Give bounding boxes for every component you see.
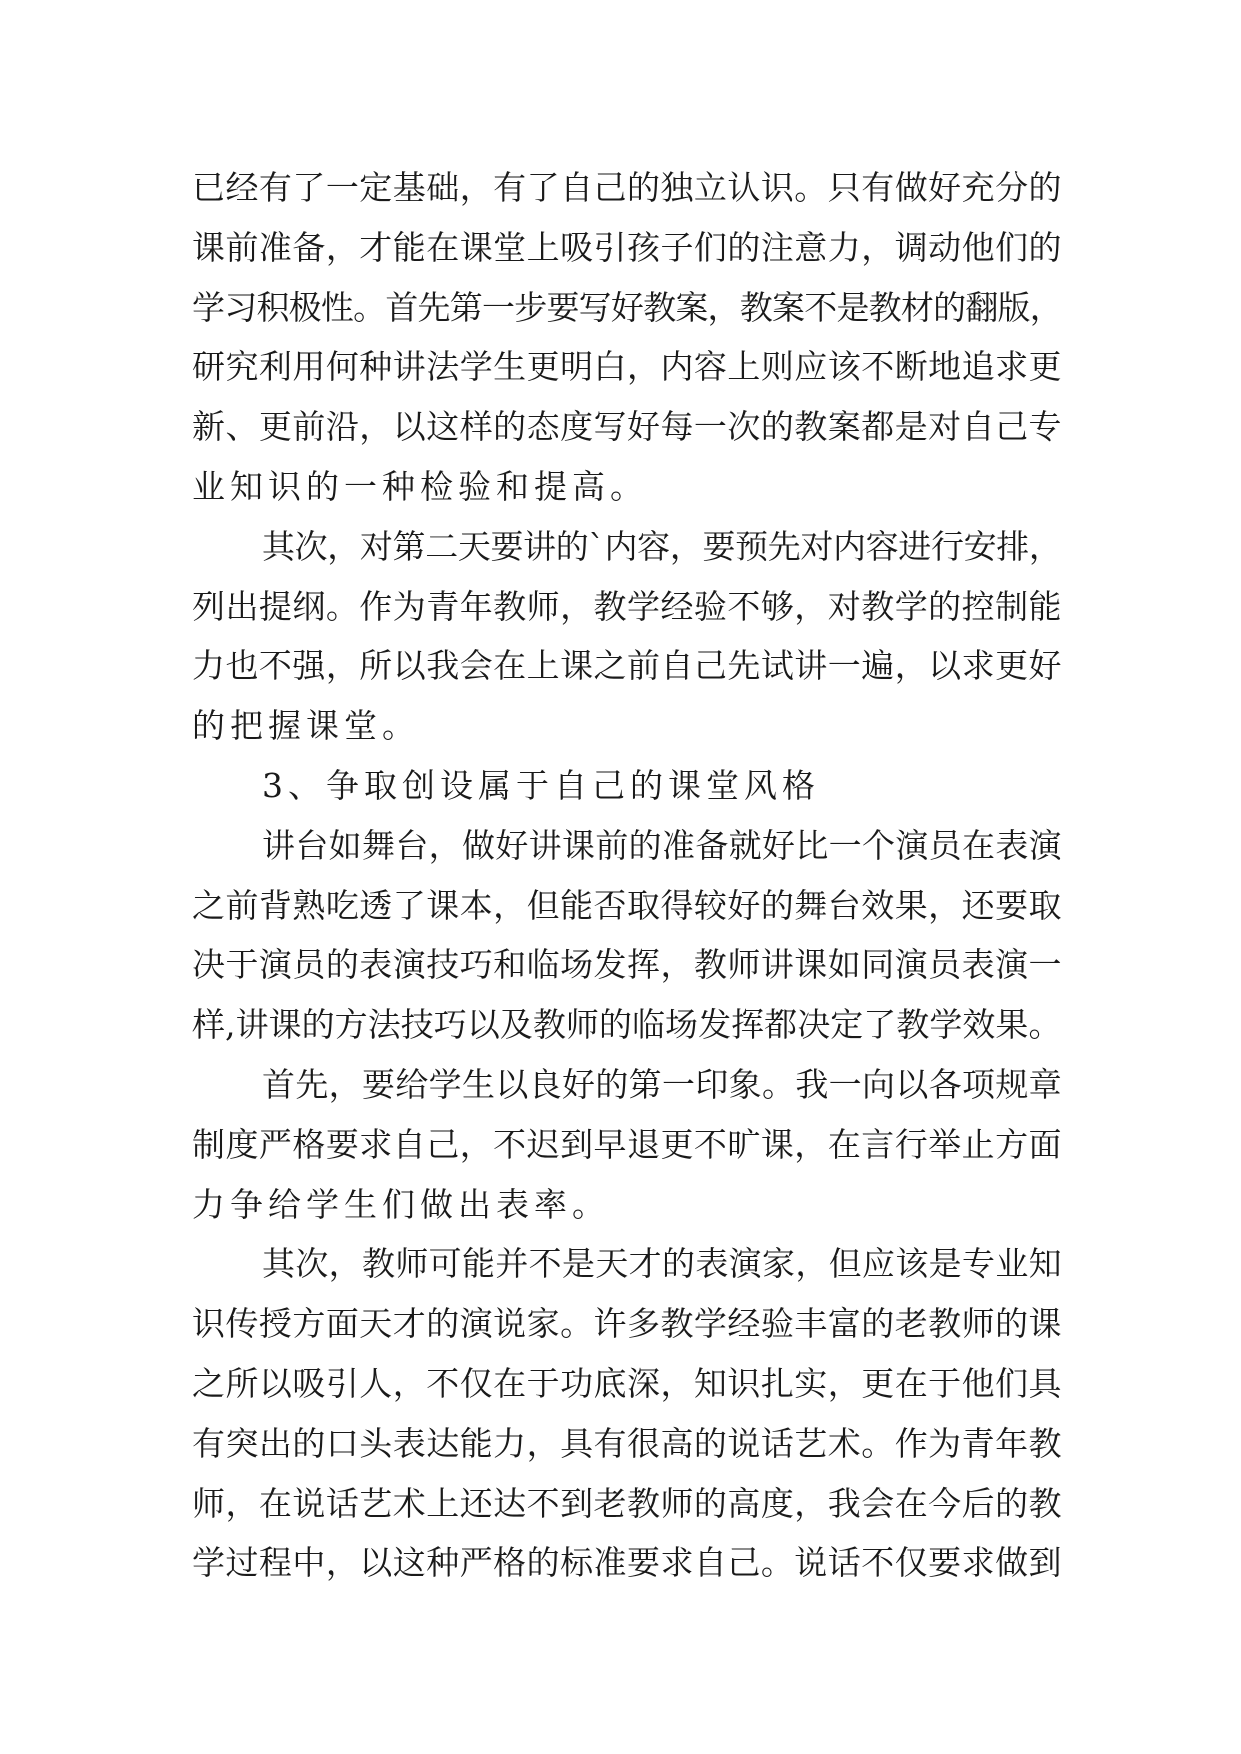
text-line: 已经有了一定基础，有了自己的独立认识。只有做好充分的 xyxy=(192,168,1062,207)
paragraph-first-line: 首先，要给学生以良好的第一印象。我一向以各项规章 xyxy=(262,1064,1062,1104)
text-line: 力争给学生们做出表率。 xyxy=(192,1184,610,1224)
paragraph-first-line: 其次，教师可能并不是天才的表演家，但应该是专业知 xyxy=(262,1244,1062,1284)
text-line: 列出提纲。作为青年教师，教学经验不够，对教学的控制能 xyxy=(192,586,1062,626)
text-line: 业知识的一种检验和提高。 xyxy=(192,466,648,506)
text-line: 的把握课堂。 xyxy=(192,706,420,746)
text-line: 课前准备，才能在课堂上吸引孩子们的注意力，调动他们的 xyxy=(192,227,1062,267)
text-line: 新、更前沿，以这样的态度写好每一次的教案都是对自己专 xyxy=(192,407,1062,447)
paragraph-first-line: 其次，对第二天要讲的`内容，要预先对内容进行安排， xyxy=(262,526,1062,566)
text-line: 有突出的口头表达能力，具有很高的说话艺术。作为青年教 xyxy=(192,1423,1062,1463)
section-heading: 3、争取创设属于自己的课堂风格 xyxy=(262,765,820,805)
text-line: 决于演员的表演技巧和临场发挥，教师讲课如同演员表演一 xyxy=(192,945,1062,985)
text-line: 识传授方面天才的演说家。许多教学经验丰富的老教师的课 xyxy=(192,1304,1062,1344)
body-text xyxy=(192,158,1062,1593)
text-line: 师，在说话艺术上还达不到老教师的高度，我会在今后的教 xyxy=(192,1483,1062,1523)
paragraph-first-line: 讲台如舞台，做好讲课前的准备就好比一个演员在表演 xyxy=(262,825,1062,865)
text-line: 之所以吸引人，不仅在于功底深，知识扎实，更在于他们具 xyxy=(192,1363,1062,1403)
text-line: 制度严格要求自己，不迟到早退更不旷课，在言行举止方面 xyxy=(192,1124,1062,1164)
text-line: 学过程中，以这种严格的标准要求自己。说话不仅要求做到 xyxy=(192,1543,1062,1583)
text-line: 力也不强，所以我会在上课之前自己先试讲一遍，以求更好 xyxy=(192,646,1062,686)
text-line: 研究利用何种讲法学生更明白，内容上则应该不断地追求更 xyxy=(192,347,1062,387)
text-line: 学习积极性。首先第一步要写好教案，教案不是教材的翻版， xyxy=(192,287,1063,327)
text-line: 之前背熟吃透了课本，但能否取得较好的舞台效果，还要取 xyxy=(192,885,1062,925)
text-line: 样,讲课的方法技巧以及教师的临场发挥都决定了教学效果。 xyxy=(192,1005,1062,1045)
